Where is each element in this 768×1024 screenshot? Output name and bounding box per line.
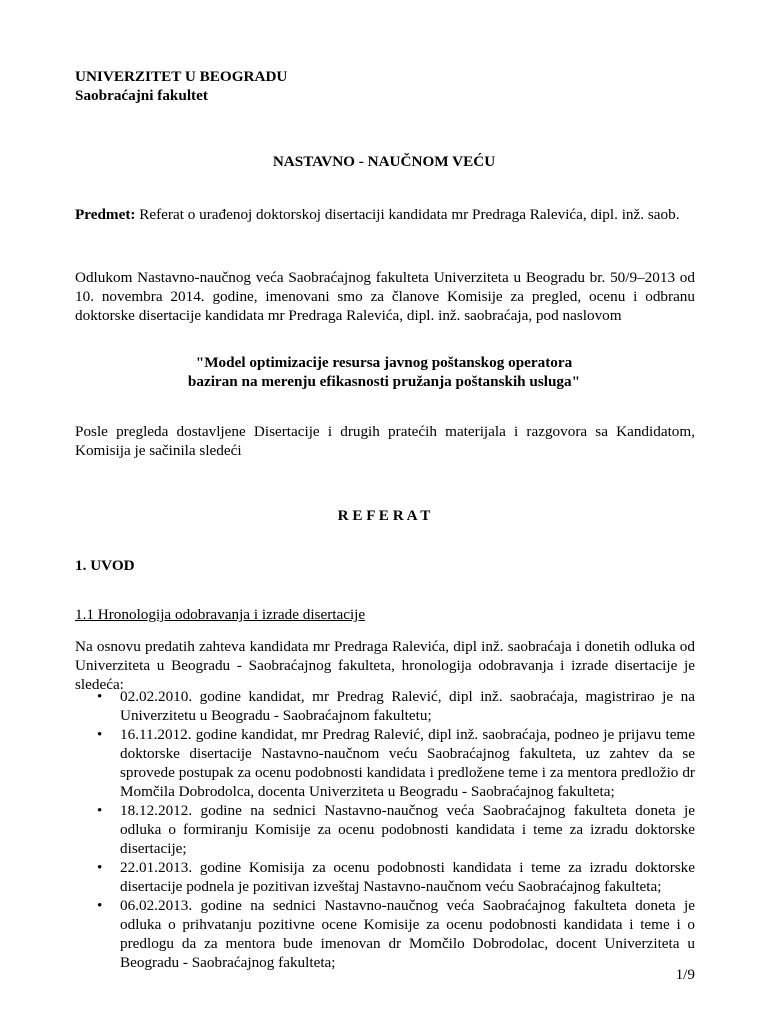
university-name: UNIVERZITET U BEOGRADU: [75, 68, 288, 85]
list-item-text: 22.01.2013. godine Komisija za ocenu podobnosti kandidata i teme za izradu doktorske disertacije podnela je pozitivan izveštaj Nastavno-naučnom veću Saobraćajnog fakulteta;: [120, 859, 695, 895]
list-item-text: 02.02.2010. godine kandidat, mr Predrag Ralević, dipl inž. saobraćaja, magistrirao je na Univerzitetu u Beogradu - Saobraćajnom fakultetu;: [120, 688, 695, 724]
intro-paragraph: Odlukom Nastavno-naučnog veća Saobraćajnog fakulteta Univerziteta u Beogradu br. 50/9–2013 od 10. novembra 2014. godine, imenovani smo za članove Komisije za pregled, ocenu i odbranu doktorske disertacije kandidata mr Predraga Ralevića, dipl. inž. saobraćaja, pod naslovom: [75, 269, 695, 324]
chronology-intro: Na osnovu predatih zahteva kandidata mr Predraga Ralevića, dipl inž. saobraćaja i donetih odluka od Univerziteta u Beogradu - Saobraćajnog fakulteta, hronologija odobravanja i izrade disertacije je sledeća:: [75, 638, 695, 693]
list-item: [75, 896, 695, 972]
thesis-title-line-2: baziran na merenju efikasnosti pružanja poštanskih usluga": [187, 373, 581, 390]
bullet-icon: •: [97, 688, 103, 705]
subject-text: Referat o urađenoj doktorskoj disertaciji kandidata mr Predraga Ralevića, dipl. inž. saob.: [135, 206, 680, 223]
page-number: 1/9: [675, 966, 695, 983]
list-item-text: 06.02.2013. godine na sednici Nastavno-naučnog veća Saobraćajnog fakulteta doneta je odluka o prihvatanju pozitivne ocene Komisije za ocenu podobnosti kandidata i teme i o predlogu da za mentora bude imenovan dr Momčilo Dobrodolac, docent Univerziteta u Beogradu - Saobraćajnog fakulteta;: [120, 897, 695, 971]
bullet-icon: •: [97, 802, 103, 819]
report-heading: R E F E R A T: [337, 507, 431, 524]
faculty-name: Saobraćajni fakultet: [75, 87, 208, 104]
bullet-icon: •: [97, 897, 103, 914]
section-1-heading: 1. UVOD: [75, 557, 135, 574]
list-item: [75, 801, 695, 858]
subject-label: Predmet:: [75, 206, 136, 223]
thesis-title-line-1: "Model optimizacije resursa javnog poštanskog operatora: [195, 354, 573, 371]
list-item: [75, 687, 695, 725]
subsection-1-1-heading: 1.1 Hronologija odobravanja i izrade disertacije: [75, 606, 366, 623]
list-item: [75, 858, 695, 896]
chronology-list: [75, 687, 695, 972]
review-paragraph: Posle pregleda dostavljene Disertacije i drugih pratećih materijala i razgovora sa Kandidatom, Komisija je sačinila sledeći: [75, 423, 695, 459]
bullet-icon: •: [97, 726, 103, 743]
list-item-text: 16.11.2012. godine kandidat, mr Predrag Ralević, dipl inž. saobraćaja, podneo je prijavu teme doktorske disertacije Nastavno-naučnom veću Saobraćajnog fakulteta, uz zahtev da se sprovede postupak za ocenu podobnosti kandidata i predložene teme i za mentora predložio dr Momčila Dobrodolca, docenta Univerziteta u Beogradu - Saobraćajnog fakulteta;: [120, 726, 695, 800]
list-item-text: 18.12.2012. godine na sednici Nastavno-naučnog veća Saobraćajnog fakulteta doneta je odluka o formiranju Komisije za ocenu podobnosti kandidata i teme za izradu doktorske disertacije;: [120, 802, 695, 857]
bullet-icon: •: [97, 859, 103, 876]
list-item: [75, 725, 695, 801]
addressee-heading: NASTAVNO - NAUČNOM VEĆU: [272, 153, 496, 170]
subject-line: [75, 205, 715, 224]
